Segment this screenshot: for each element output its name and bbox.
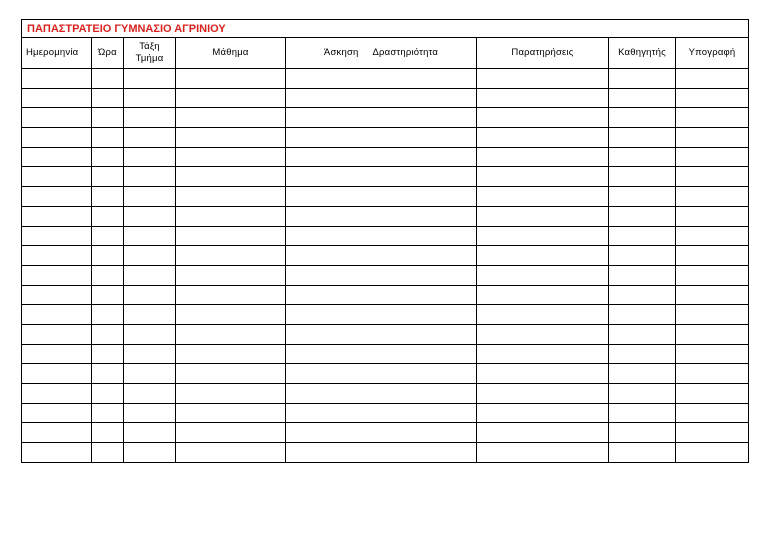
cell-lesson: [176, 265, 286, 285]
table-row: [22, 443, 749, 463]
cell-hour: [92, 147, 124, 167]
cell-date: [22, 108, 92, 128]
table-row: [22, 384, 749, 404]
cell-remarks: [477, 206, 609, 226]
cell-lesson: [176, 69, 286, 89]
cell-teacher: [609, 443, 676, 463]
cell-exercise-activity: [286, 364, 477, 384]
cell-class: [124, 305, 176, 325]
cell-remarks: [477, 128, 609, 148]
cell-date: [22, 147, 92, 167]
cell-teacher: [609, 364, 676, 384]
cell-class: [124, 69, 176, 89]
cell-class: [124, 364, 176, 384]
cell-signature: [676, 147, 749, 167]
cell-remarks: [477, 305, 609, 325]
table-row: [22, 88, 749, 108]
cell-remarks: [477, 324, 609, 344]
cell-hour: [92, 88, 124, 108]
cell-signature: [676, 285, 749, 305]
cell-teacher: [609, 265, 676, 285]
cell-lesson: [176, 324, 286, 344]
cell-date: [22, 187, 92, 207]
cell-date: [22, 344, 92, 364]
cell-lesson: [176, 187, 286, 207]
cell-lesson: [176, 88, 286, 108]
cell-signature: [676, 108, 749, 128]
cell-class: [124, 403, 176, 423]
cell-teacher: [609, 324, 676, 344]
cell-lesson: [176, 305, 286, 325]
cell-teacher: [609, 167, 676, 187]
column-header-exercise: Άσκηση: [323, 47, 359, 58]
cell-signature: [676, 305, 749, 325]
cell-remarks: [477, 147, 609, 167]
column-header-lesson: Μάθημα: [176, 38, 286, 69]
cell-remarks: [477, 344, 609, 364]
table-row: [22, 147, 749, 167]
cell-exercise-activity: [286, 285, 477, 305]
column-header-remarks: Παρατηρήσεις: [477, 38, 609, 69]
cell-signature: [676, 265, 749, 285]
table-row: [22, 344, 749, 364]
cell-lesson: [176, 285, 286, 305]
cell-class: [124, 246, 176, 266]
cell-hour: [92, 423, 124, 443]
cell-hour: [92, 206, 124, 226]
column-header-hour: Ώρα: [92, 38, 124, 69]
cell-exercise-activity: [286, 69, 477, 89]
table-row: [22, 265, 749, 285]
cell-lesson: [176, 167, 286, 187]
cell-hour: [92, 69, 124, 89]
cell-class: [124, 128, 176, 148]
title-row: [22, 20, 749, 38]
cell-remarks: [477, 246, 609, 266]
cell-signature: [676, 226, 749, 246]
cell-remarks: [477, 423, 609, 443]
cell-signature: [676, 423, 749, 443]
cell-class: [124, 226, 176, 246]
table-row: [22, 108, 749, 128]
column-header-date: Ημερομηνία: [22, 38, 92, 69]
cell-signature: [676, 364, 749, 384]
column-header-exercise-activity: [286, 38, 477, 69]
cell-date: [22, 246, 92, 266]
cell-exercise-activity: [286, 423, 477, 443]
header-row: [22, 38, 749, 69]
cell-teacher: [609, 88, 676, 108]
cell-lesson: [176, 226, 286, 246]
cell-hour: [92, 403, 124, 423]
cell-signature: [676, 246, 749, 266]
cell-hour: [92, 285, 124, 305]
cell-lesson: [176, 443, 286, 463]
cell-remarks: [477, 265, 609, 285]
cell-exercise-activity: [286, 147, 477, 167]
cell-class: [124, 265, 176, 285]
cell-date: [22, 88, 92, 108]
cell-hour: [92, 324, 124, 344]
cell-remarks: [477, 443, 609, 463]
cell-class: [124, 167, 176, 187]
table-row: [22, 403, 749, 423]
cell-lesson: [176, 206, 286, 226]
cell-date: [22, 128, 92, 148]
cell-hour: [92, 305, 124, 325]
table-row: [22, 324, 749, 344]
cell-class: [124, 147, 176, 167]
cell-remarks: [477, 403, 609, 423]
cell-date: [22, 69, 92, 89]
cell-class: [124, 384, 176, 404]
table-row: [22, 167, 749, 187]
cell-exercise-activity: [286, 324, 477, 344]
table-row: [22, 206, 749, 226]
cell-hour: [92, 384, 124, 404]
cell-class: [124, 324, 176, 344]
table-row: [22, 285, 749, 305]
cell-class: [124, 285, 176, 305]
cell-remarks: [477, 187, 609, 207]
table-row: [22, 423, 749, 443]
column-header-class: [124, 38, 176, 69]
table-row: [22, 226, 749, 246]
cell-signature: [676, 69, 749, 89]
cell-teacher: [609, 108, 676, 128]
cell-teacher: [609, 423, 676, 443]
column-header-activity: Δραστηριότητα: [372, 47, 439, 58]
cell-class: [124, 344, 176, 364]
cell-hour: [92, 226, 124, 246]
cell-teacher: [609, 384, 676, 404]
table-row: [22, 305, 749, 325]
cell-lesson: [176, 364, 286, 384]
cell-date: [22, 206, 92, 226]
cell-signature: [676, 443, 749, 463]
cell-exercise-activity: [286, 88, 477, 108]
cell-remarks: [477, 88, 609, 108]
cell-signature: [676, 167, 749, 187]
cell-date: [22, 324, 92, 344]
cell-exercise-activity: [286, 246, 477, 266]
cell-exercise-activity: [286, 108, 477, 128]
cell-remarks: [477, 69, 609, 89]
cell-signature: [676, 206, 749, 226]
cell-hour: [92, 265, 124, 285]
cell-hour: [92, 443, 124, 463]
cell-exercise-activity: [286, 206, 477, 226]
cell-remarks: [477, 167, 609, 187]
cell-signature: [676, 324, 749, 344]
column-header-class-line2: Τμήμα: [135, 53, 164, 64]
log-table: [21, 19, 749, 463]
cell-class: [124, 88, 176, 108]
cell-lesson: [176, 403, 286, 423]
cell-date: [22, 305, 92, 325]
cell-remarks: [477, 285, 609, 305]
cell-exercise-activity: [286, 167, 477, 187]
cell-lesson: [176, 108, 286, 128]
cell-date: [22, 384, 92, 404]
cell-teacher: [609, 285, 676, 305]
cell-date: [22, 285, 92, 305]
table-row: [22, 246, 749, 266]
cell-class: [124, 187, 176, 207]
cell-teacher: [609, 147, 676, 167]
cell-signature: [676, 128, 749, 148]
cell-date: [22, 226, 92, 246]
cell-signature: [676, 187, 749, 207]
cell-signature: [676, 403, 749, 423]
cell-exercise-activity: [286, 344, 477, 364]
cell-exercise-activity: [286, 226, 477, 246]
column-header-class-line1: Τάξη: [139, 41, 160, 52]
cell-signature: [676, 384, 749, 404]
cell-class: [124, 423, 176, 443]
cell-signature: [676, 344, 749, 364]
cell-exercise-activity: [286, 403, 477, 423]
cell-teacher: [609, 344, 676, 364]
cell-lesson: [176, 246, 286, 266]
cell-hour: [92, 364, 124, 384]
cell-class: [124, 206, 176, 226]
cell-remarks: [477, 108, 609, 128]
cell-lesson: [176, 344, 286, 364]
cell-lesson: [176, 423, 286, 443]
cell-remarks: [477, 384, 609, 404]
cell-hour: [92, 187, 124, 207]
cell-teacher: [609, 226, 676, 246]
table-row: [22, 187, 749, 207]
cell-teacher: [609, 69, 676, 89]
cell-class: [124, 108, 176, 128]
cell-teacher: [609, 305, 676, 325]
cell-teacher: [609, 246, 676, 266]
cell-remarks: [477, 226, 609, 246]
cell-lesson: [176, 128, 286, 148]
attendance-sheet: [21, 19, 748, 463]
table-row: [22, 364, 749, 384]
cell-teacher: [609, 187, 676, 207]
cell-hour: [92, 167, 124, 187]
cell-exercise-activity: [286, 265, 477, 285]
school-title: ΠΑΠΑΣΤΡΑΤΕΙΟ ΓΥΜΝΑΣΙΟ ΑΓΡΙΝΙΟΥ: [22, 20, 749, 38]
cell-hour: [92, 128, 124, 148]
cell-lesson: [176, 384, 286, 404]
cell-signature: [676, 88, 749, 108]
cell-date: [22, 167, 92, 187]
cell-exercise-activity: [286, 443, 477, 463]
cell-date: [22, 265, 92, 285]
cell-hour: [92, 246, 124, 266]
table-row: [22, 128, 749, 148]
cell-date: [22, 443, 92, 463]
cell-exercise-activity: [286, 128, 477, 148]
cell-teacher: [609, 403, 676, 423]
cell-class: [124, 443, 176, 463]
cell-hour: [92, 108, 124, 128]
cell-exercise-activity: [286, 187, 477, 207]
cell-teacher: [609, 128, 676, 148]
column-header-teacher: Καθηγητής: [609, 38, 676, 69]
cell-teacher: [609, 206, 676, 226]
cell-date: [22, 364, 92, 384]
cell-exercise-activity: [286, 384, 477, 404]
table-row: [22, 69, 749, 89]
cell-date: [22, 403, 92, 423]
cell-remarks: [477, 364, 609, 384]
cell-exercise-activity: [286, 305, 477, 325]
column-header-signature: Υπογραφή: [676, 38, 749, 69]
cell-lesson: [176, 147, 286, 167]
cell-date: [22, 423, 92, 443]
cell-hour: [92, 344, 124, 364]
